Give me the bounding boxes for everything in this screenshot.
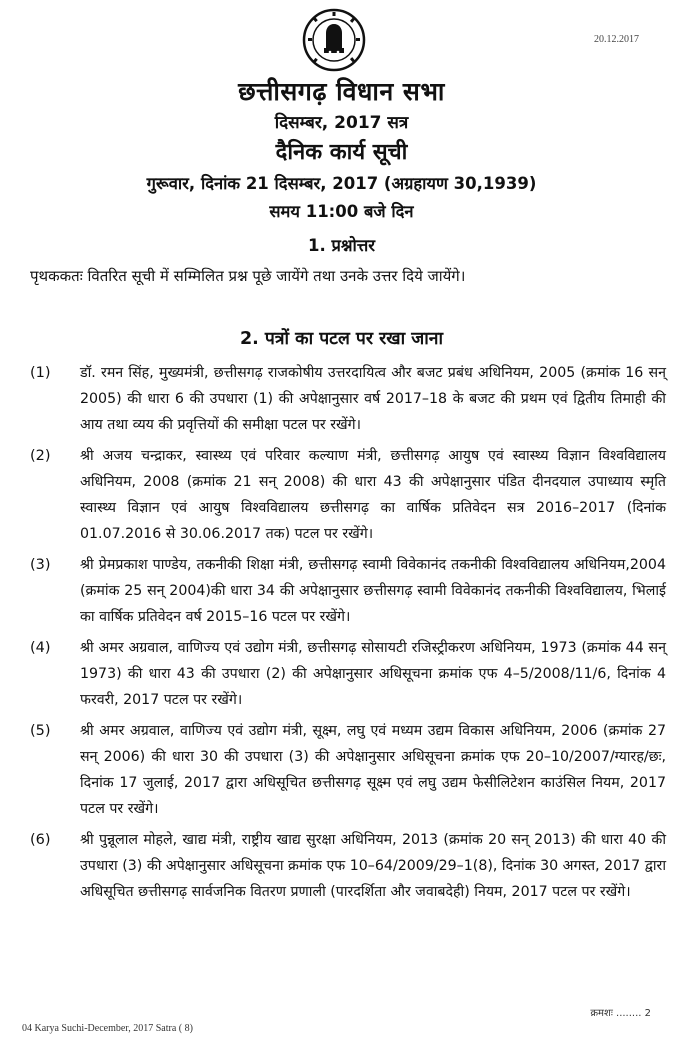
item-text: श्री अमर अग्रवाल, वाणिज्य एवं उद्योग मंत्री, सूक्ष्म, लघु एवं मध्यम उद्यम विकास अधिनियम, 2006 (क्रमांक 27 सन् 2006) की धारा 30 की उपधारा (3) की अपेक्षानुसार अधिसूचना क्रमांक एफ 20–10/2007/ग्यारह/छः, दिनांक 17 जुलाई, 2017 द्वारा अधिसूचित छत्तीसगढ़ सूक्ष्म एवं लघु उद्यम फेसीलिटेशन काउंसिल नियम, 2017 पटल पर रखेंगे। — [80, 723, 666, 817]
item-number: (5) — [30, 723, 51, 739]
list-item — [30, 827, 670, 905]
list-item — [30, 552, 670, 630]
list-item — [30, 360, 670, 438]
session-line: दिसम्बर, 2017 सत्र — [274, 113, 409, 133]
item-text: डॉ. रमन सिंह, मुख्यमंत्री, छत्तीसगढ़ राजकोषीय उत्तरदायित्व और बजट प्रबंध अधिनियम, 2005 (क्रमांक 16 सन् 2005) की धारा 6 की उपधारा (1) की अपेक्षानुसार वर्ष 2017–18 के बजट की प्रथम एवं द्वितीय तिमाही की आय तथा व्यय की प्रवृत्तियों की समीक्षा पटल पर रखेंगे। — [80, 365, 666, 433]
paper-items-list — [30, 360, 670, 910]
list-item — [30, 443, 670, 547]
item-number: (4) — [30, 640, 51, 656]
item-text: श्री पुन्नूलाल मोहले, खाद्य मंत्री, राष्ट्रीय खाद्य सुरक्षा अधिनियम, 2013 (क्रमांक 20 सन् 2013) की धारा 40 की उपधारा (3) की अपेक्षानुसार अधिसूचना क्रमांक एफ 10–64/2009/29–1(8), दिनांक 30 अगस्त, 2017 द्वारा अधिसूचित छत्तीसगढ़ सार्वजनिक वितरण प्रणाली (पारदर्शिता और जवाबदेही) नियम, 2017 पटल पर रखेंगे। — [80, 832, 667, 900]
list-item — [30, 718, 670, 822]
assembly-title: छत्तीसगढ़ विधान सभा — [238, 77, 445, 106]
assembly-emblem-icon — [302, 8, 366, 72]
continued-marker: क्रमशः ........ 2 — [590, 1008, 651, 1019]
item-text: श्री अमर अग्रवाल, वाणिज्य एवं उद्योग मंत्री, छत्तीसगढ़ सोसायटी रजिस्ट्रीकरण अधिनियम, 1973 (क्रमांक 44 सन् 1973) की धारा 43 की उपधारा (2) की अपेक्षानुसार अधिसूचना क्रमांक एफ 4–5/2008/11/6, दिनांक 4 फरवरी, 2017 पटल पर रखेंगे। — [80, 640, 666, 708]
section-2-heading: 2. पत्रों का पटल पर रखा जाना — [240, 329, 443, 349]
list-item — [30, 635, 670, 713]
date-stamp: 20.12.2017 — [594, 34, 639, 45]
footer-reference: 04 Karya Suchi-December, 2017 Satra ( 8) — [22, 1023, 193, 1034]
item-number: (2) — [30, 448, 51, 464]
item-number: (3) — [30, 557, 51, 573]
date-line: गुरूवार, दिनांक 21 दिसम्बर, 2017 (अग्रहायण 30,1939) — [146, 174, 537, 193]
time-line: समय 11:00 बजे दिन — [269, 202, 414, 221]
section-1-text: पृथककतः वितरित सूची में सम्मिलित प्रश्न पूछे जायेंगे तथा उनके उत्तर दिये जायेंगे। — [30, 267, 466, 285]
item-number: (1) — [30, 365, 51, 381]
document-title: दैनिक कार्य सूची — [275, 140, 408, 165]
section-1-heading: 1. प्रश्नोत्तर — [308, 236, 375, 255]
item-number: (6) — [30, 832, 51, 848]
item-text: श्री अजय चन्द्राकर, स्वास्थ्य एवं परिवार कल्याण मंत्री, छत्तीसगढ़ आयुष एवं स्वास्थ्य विज्ञान विश्वविद्यालय अधिनियम, 2008 (क्रमांक 21 सन् 2008) की धारा 43 की अपेक्षानुसार पंडित दीनदयाल उपाध्याय स्मृति स्वास्थ्य विज्ञान एवं आयुष विश्वविद्यालय छत्तीसगढ़ का वार्षिक प्रतिवेदन सत्र 2016–2017 (दिनांक 01.07.2016 से 30.06.2017 तक) पटल पर रखेंगे। — [80, 448, 666, 542]
item-text: श्री प्रेमप्रकाश पाण्डेय, तकनीकी शिक्षा मंत्री, छत्तीसगढ़ स्वामी विवेकानंद तकनीकी विश्वविद्यालय अधिनियम,2004 (क्रमांक 25 सन् 2004)की धारा 34 की अपेक्षानुसार छत्तीसगढ़ स्वामी विवेकानंद तकनीकी विश्वविद्यालय, भिलाई का वार्षिक प्रतिवेदन वर्ष 2015–16 पटल पर रखेंगे। — [80, 557, 666, 625]
